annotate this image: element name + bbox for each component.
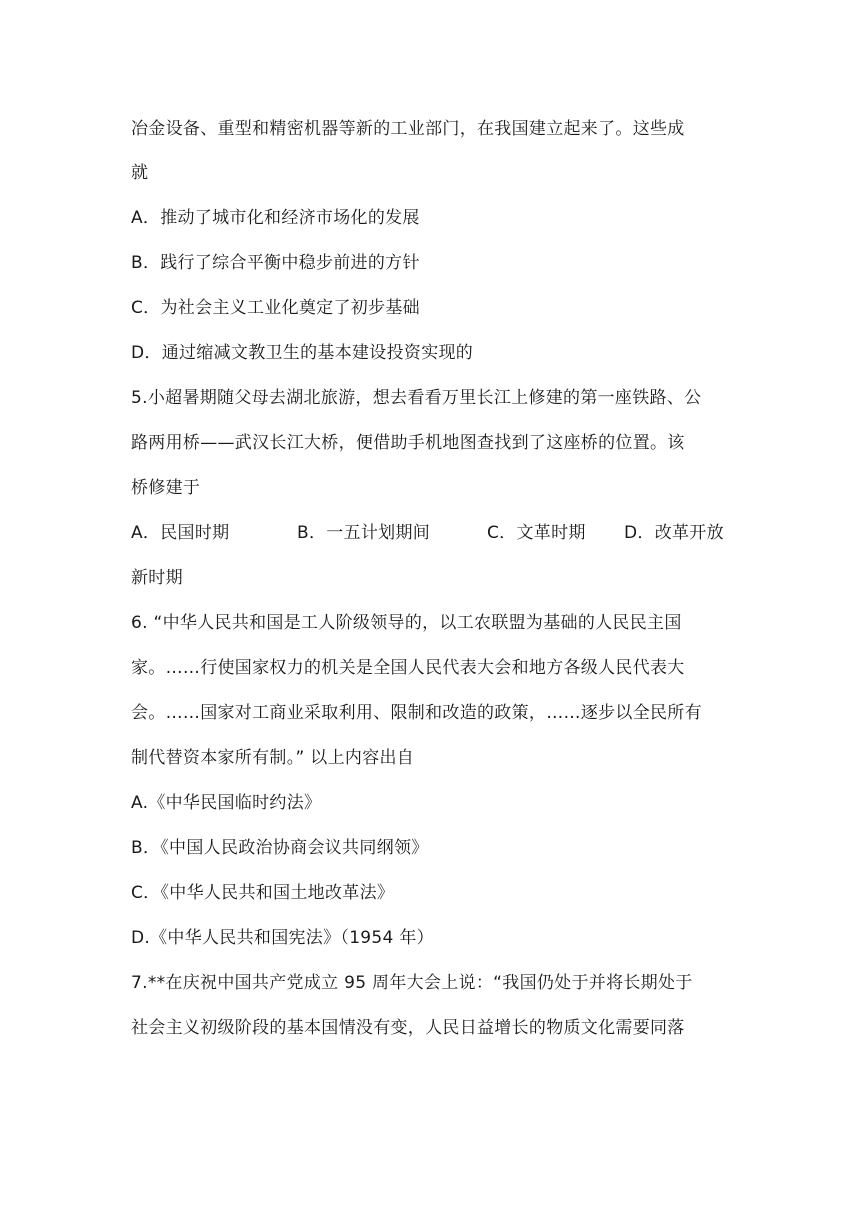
q5-stem-line-1: 5.小超暑期随父母去湖北旅游，想去看看万里长江上修建的第一座铁路、公: [131, 388, 702, 408]
q6-option-b: B．《中国人民政治协商会议共同纲领》: [131, 838, 429, 858]
q5-option-c: C．文革时期: [487, 523, 586, 543]
q4-option-b: B．践行了综合平衡中稳步前进的方针: [131, 253, 420, 273]
q6-stem-line-2: 家。……行使国家权力的机关是全国人民代表大会和地方各级人民代表大: [131, 658, 685, 678]
q6-option-d: D.《中华人民共和国宪法》（1954 年）: [131, 928, 434, 948]
q4-stem-line-1: 冶金设备、重型和精密机器等新的工业部门，在我国建立起来了。这些成: [131, 119, 685, 139]
q5-stem-line-2: 路两用桥——武汉长江大桥，便借助手机地图查找到了这座桥的位置。该: [131, 433, 685, 453]
q4-option-a: A．推动了城市化和经济市场化的发展: [131, 208, 420, 228]
q5-option-a: A．民国时期: [131, 523, 230, 543]
q7-stem-line-2: 社会主义初级阶段的基本国情没有变，人民日益增长的物质文化需要同落: [131, 1018, 685, 1038]
q7-stem-line-1: 7.**在庆祝中国共产党成立 95 周年大会上说：“我国仍处于并将长期处于: [131, 973, 693, 993]
q4-option-d: D．通过缩减文教卫生的基本建设投资实现的: [131, 343, 474, 363]
q5-stem-line-3: 桥修建于: [131, 478, 201, 498]
q5-option-d-continued: 新时期: [131, 568, 183, 588]
q4-option-c: C．为社会主义工业化奠定了初步基础: [131, 298, 420, 318]
q6-stem-line-3: 会。……国家对工商业采取利用、限制和改造的政策，……逐步以全民所有: [131, 703, 702, 723]
q4-stem-line-2: 就: [131, 163, 149, 183]
q6-stem-line-4: 制代替资本家所有制。” 以上内容出自: [131, 748, 415, 768]
q6-stem-line-1: 6. “中华人民共和国是工人阶级领导的，以工农联盟为基础的人民民主国: [131, 613, 682, 633]
q5-option-d: D．改革开放: [624, 523, 724, 543]
q6-option-a: A.《中华民国临时约法》: [131, 793, 322, 813]
q5-option-b: B．一五计划期间: [297, 523, 431, 543]
q6-option-c: C．《中华人民共和国土地改革法》: [131, 883, 395, 903]
q5-options-row: [131, 522, 731, 544]
